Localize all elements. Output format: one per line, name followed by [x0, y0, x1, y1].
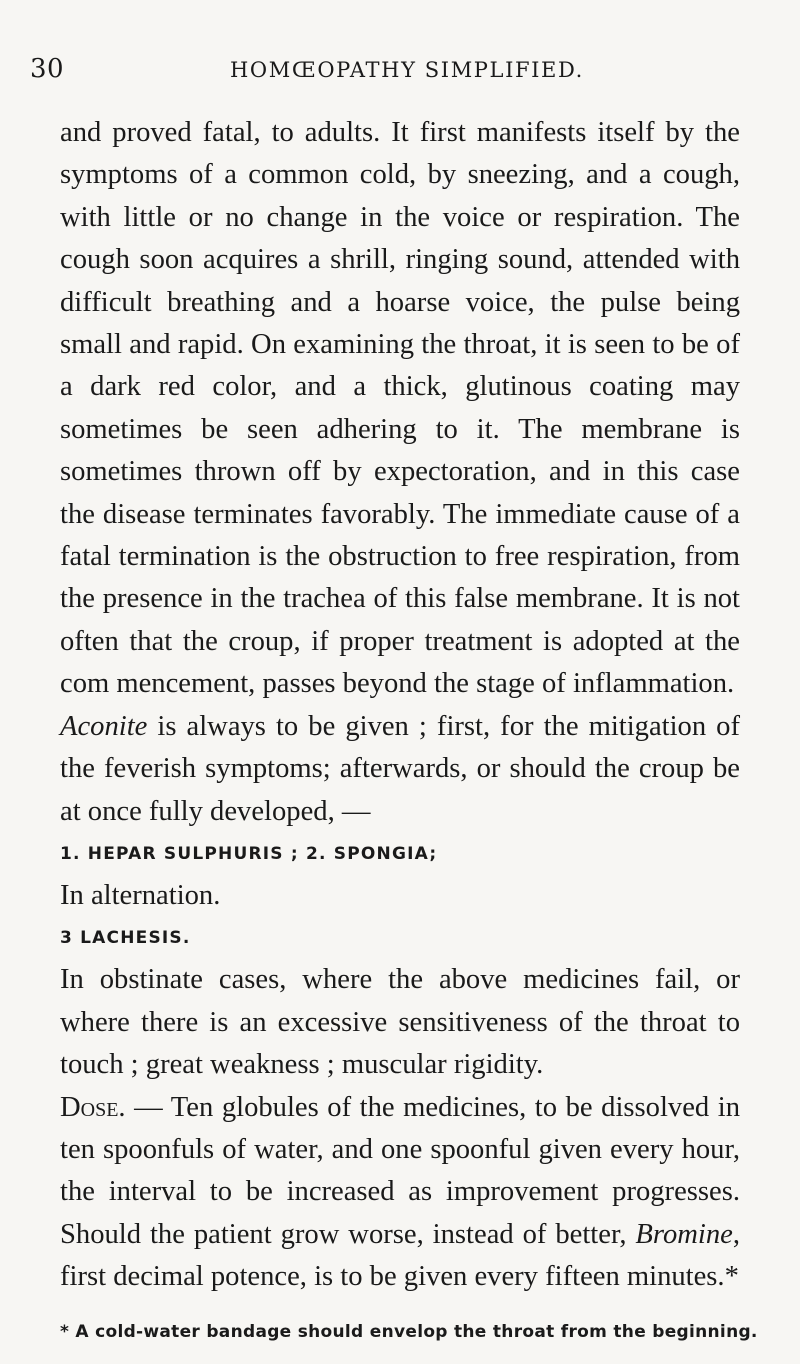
- remedy-lachesis: 3 LACHESIS.: [60, 928, 191, 949]
- page-header: [30, 54, 750, 90]
- remedy-list-hepar-spongia: 1. HEPAR SULPHURIS ; 2. SPONGIA;: [60, 843, 438, 864]
- footnote: * A cold-water bandage should envelop the throat from the beginning.: [60, 1322, 758, 1342]
- remedy-name-aconite: Aconite: [60, 710, 148, 742]
- running-title: HOMŒOPATHY SIMPLIFIED.: [230, 58, 584, 82]
- paragraph-obstinate-cases: In obstinate cases, where the above medicines fail, or where there is an excessive sensitiveness of the throat to touch ; great weakness ; muscular rigidity.: [60, 964, 740, 1081]
- dose-text: — Ten globules of the medicines, to be dissolved in ten spoonfuls of water, and one spoonful given every hour, the interval to be increased as improvement progresses. Should the patient grow worse, instead of better,: [60, 1091, 740, 1250]
- body-text: [60, 112, 740, 1299]
- alternation-note: In alternation.: [60, 879, 221, 911]
- paragraph-croup-description: and proved fatal, to adults. It first manifests itself by the symptoms of a common cold, by sneezing, and a cough, with little or no change in the voice or respiration. The cough soon acquires a shrill, ringing sound, attended with difficult breathing and a hoarse voice, the pulse being small and rapid. On examining the throat, it is seen to be of a dark red color, and a thick, glutinous coating may sometimes be seen adhering to it. The membrane is sometimes thrown off by expectoration, and in this case the disease terminates favorably. The immediate cause of a fatal termination is the obstruction to free respiration, from the presence in the trachea of this false membrane. It is not often that the croup, if proper treatment is adopted at the com mencement, passes beyond the stage of inflammation.: [60, 117, 740, 700]
- paragraph-aconite-text: is always to be given ; first, for the mitigation of the feverish symptoms; afterwards, or should the croup be at once fully developed, —: [60, 710, 740, 827]
- paragraph-aconite: [60, 706, 740, 833]
- dose-text-end: , first decimal potence, is to be given every fifteen minutes.*: [60, 1218, 740, 1293]
- paragraph-dose: [60, 1087, 740, 1299]
- page-number: 30: [30, 54, 65, 84]
- remedy-name-bromine: Bromine: [635, 1218, 733, 1250]
- dose-label: Dose.: [60, 1091, 126, 1123]
